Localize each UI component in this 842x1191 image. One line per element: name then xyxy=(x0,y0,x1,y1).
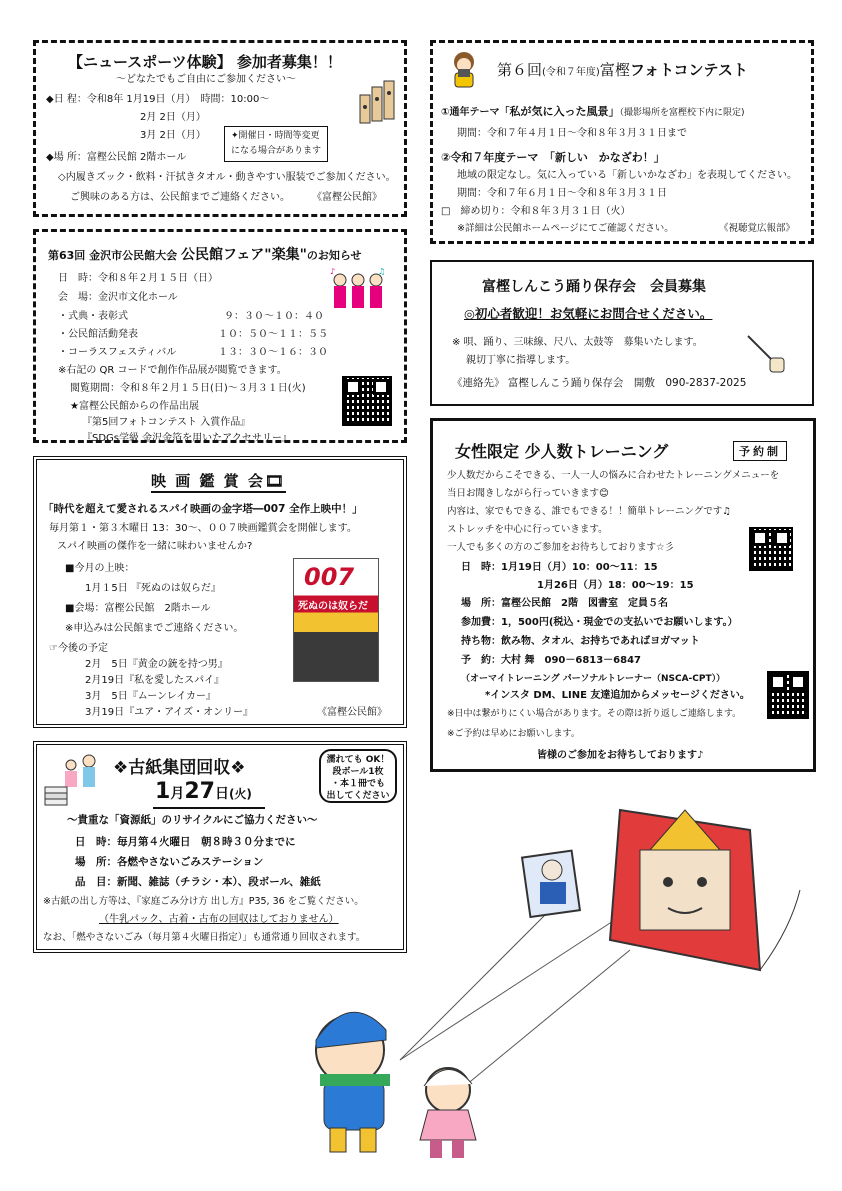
paper-time: 日 時：毎月第４火曜日 朝８時３０分までに xyxy=(75,836,296,848)
photo-deadline: □ 締め切り：令和８年３月３１日（火） xyxy=(441,206,631,217)
movie-schedule-item: 2月19日『私を愛したスパイ』 xyxy=(85,675,225,686)
training-closing: 皆様のご参加をお待ちしております♪ xyxy=(537,750,704,761)
movie-schedule-item: 2月 5日『黄金の銃を持つ男』 xyxy=(85,659,228,670)
training-line: ストレッチを中心に行っていきます。 xyxy=(447,524,608,535)
movie-future-label: ☞今後の予定 xyxy=(49,643,108,654)
svg-text:♫: ♫ xyxy=(378,268,386,276)
fair-title-suffix: のお知らせ xyxy=(306,249,362,262)
film-icon: 🎞 xyxy=(264,472,286,490)
paper-note-2: （牛乳パック、古着・古布の回収はしておりません） xyxy=(99,914,339,925)
photo-detail: ※詳細は公民館ホームページにてご確認ください。 xyxy=(457,223,674,234)
fair-row-label: ・コーラスフェスティバル xyxy=(58,347,177,358)
change-note-line-2: になる場合があります xyxy=(231,146,322,156)
theme-1-prefix: ①通年テーマ「 xyxy=(441,107,510,118)
fair-qr-code[interactable] xyxy=(342,376,392,426)
odori-line-1: ※ 唄、踊り、三味線、尺八、太鼓等 募集いたします。 xyxy=(452,337,703,348)
odori-title: 富樫しんこう踊り保存会 会員募集 xyxy=(482,279,706,295)
fair-row-label: ・公民館活動発表 xyxy=(58,329,138,340)
training-date-2: 1月26日（月）18：00～19：15 xyxy=(537,580,694,591)
photo-title-year: (令和７年度) xyxy=(542,67,600,78)
fair-title-name: 公民館フェア xyxy=(180,247,265,263)
training-line: 内容は、家でもできる、誰でもできる！！簡単トレーニングです♫ xyxy=(447,506,731,517)
movie-title-text: 映 画 鑑 賞 会 xyxy=(151,472,265,490)
news-sports-date-3: 3月 2日（月） xyxy=(140,130,206,141)
paper-date xyxy=(155,779,252,804)
movie-headline: 「時代を超えて愛されるスパイ映画の金字塔―007 全作上映中！」 xyxy=(43,503,363,515)
paper-note-3: なお、「燃やさないごみ（毎月第４火曜日指定）」も通常通り回収されます。 xyxy=(43,932,366,943)
svg-text:♪: ♪ xyxy=(330,268,336,276)
photo-org: 《視聴覚広報部》 xyxy=(719,223,796,234)
bubble-line: 出してください xyxy=(326,791,390,801)
photo-theme-1 xyxy=(441,105,744,120)
fair-panel xyxy=(33,229,407,443)
training-note-2: ※ご予約は早めにお願いします。 xyxy=(447,729,580,739)
photo-title-main: フォトコンテスト xyxy=(629,61,748,79)
training-qr-code[interactable] xyxy=(749,527,793,571)
training-line: 一人でも多くの方のご参加をお待ちしております☆彡 xyxy=(447,542,675,553)
odori-contact: 《連絡先》 富樫しんこう踊り保存会 開敷 090-2837-2025 xyxy=(452,377,747,389)
training-trainer: （オーマイトレーニング パーソナルトレーナー（NSCA-CPT）） xyxy=(461,674,726,684)
news-sports-panel xyxy=(33,40,407,217)
movie-month-label: ■今月の上映： xyxy=(65,563,135,574)
training-title: 女性限定 少人数トレーニング xyxy=(455,442,669,461)
kite-flying-illustration xyxy=(290,790,810,1170)
bubble-line: 濡れても OK！ xyxy=(326,755,390,765)
poster-subtitle: 死ぬのは奴らだ xyxy=(298,601,368,612)
movie-org: 《富樫公民館》 xyxy=(317,707,387,718)
news-sports-contact: ご興味のある方は、公民館までご連絡ください。 xyxy=(70,192,290,203)
shamisen-icon xyxy=(744,332,788,376)
odori-subtitle: ◎初心者歓迎！お気軽にお問合せください。 xyxy=(464,306,713,321)
movie-panel xyxy=(33,456,407,728)
fair-work-2: 『SDGs学級 金沢金箔を用いたアクセサリー』 xyxy=(82,433,292,444)
movie-schedule-item: 3月19日『ユア・アイズ・オンリー』 xyxy=(85,707,254,718)
movie-line-1: 毎月第１・第３木曜日 13：30～、００７映画鑑賞会を開催します。 xyxy=(49,523,357,534)
boy-figure xyxy=(316,1012,390,1152)
photo-theme-2: ②令和７年度テーマ 「新しい かなざわ！」 xyxy=(441,151,665,164)
paper-items: 品 目：新聞、雑誌（チラシ・本）、段ボール、雑紙 xyxy=(75,876,321,888)
paper-bundle-illustration xyxy=(43,751,107,807)
fair-row-time: ９：３０～１０：４０ xyxy=(224,311,324,322)
paper-place: 場 所：各燃やさないごみステーション xyxy=(75,856,264,868)
movie-month-film: 1月１5日 『死ぬのは奴らだ』 xyxy=(85,583,221,594)
fair-title-prefix: 第63回 金沢市公民館大会 xyxy=(48,249,178,262)
large-kite xyxy=(610,810,800,970)
fair-view-period: 閲覧期間：令和８年２月１５日(日)～３月３１日(火) xyxy=(70,383,306,394)
news-sports-subtitle: ～どなたでもご自由にご参加ください～ xyxy=(116,74,296,85)
training-reserve: 予 約：大村 舞 090－6813－6847 xyxy=(461,655,642,666)
training-badge: 予約制 xyxy=(733,441,787,461)
paper-subtitle: ～貴重な「資源紙」のリサイクルにご協力ください～ xyxy=(67,814,318,826)
training-insta: *インスタ DM、LINE 友達追加からメッセージください。 xyxy=(485,690,750,701)
fair-row-time: １０：５０～１１：５５ xyxy=(218,329,328,340)
photo-contest-title xyxy=(497,59,748,80)
training-bring: 持ち物：飲み物、タオル、お持ちであればヨガマット xyxy=(461,636,700,647)
bubble-line: 段ボール1枚 xyxy=(332,767,384,777)
photo-period-2: 期間：令和７年６月１日～令和８年３月３１日 xyxy=(457,188,667,199)
paper-date-day: 27 xyxy=(184,779,215,804)
training-fee: 参加費：1，500円(税込・現金での支払いでお願いします。） xyxy=(461,617,738,628)
movie-venue: ■会場：富樫公民館 2階ホール xyxy=(65,603,211,614)
movie-poster xyxy=(293,558,379,682)
girl-figure xyxy=(420,1068,476,1158)
poster-title: 007 xyxy=(304,563,355,591)
change-note-line-1: ✦開催日・時間等変更 xyxy=(231,131,320,141)
theme-1-note: （撮影場所を富樫校下内に限定) xyxy=(619,108,745,118)
mallet-illustration xyxy=(356,77,402,129)
odori-line-2: 親切丁寧に指導します。 xyxy=(466,355,576,366)
training-note-1: ※日中は繋がりにくい場合があります。その際は折り返しご連絡します。 xyxy=(447,709,742,719)
training-place: 場 所：富樫公民館 2階 図書室 定員５名 xyxy=(461,598,668,609)
odori-panel xyxy=(430,260,814,406)
paper-underline xyxy=(153,807,265,809)
movie-line-2: スパイ映画の傑作を一緒に味わいませんか? xyxy=(57,541,253,552)
news-sports-date-2: 2月 2日（月） xyxy=(140,112,206,123)
fair-venue: 会 場：金沢市文化ホール xyxy=(58,292,178,303)
small-kite xyxy=(522,851,580,917)
paper-date-weekday: (火) xyxy=(228,787,252,801)
paper-date-day-unit: 日 xyxy=(214,786,229,802)
camera-person-icon xyxy=(447,49,481,89)
photo-title-place: 富樫 xyxy=(599,61,630,79)
fair-work-1: 『第5回フォトコンテスト 入賞作品』 xyxy=(82,417,251,428)
movie-apply: ※申込みは公民館までご連絡ください。 xyxy=(65,623,244,634)
fair-title-theme: "楽集" xyxy=(264,247,307,263)
paper-date-month-unit: 月 xyxy=(170,786,185,802)
paper-date-month: 1 xyxy=(155,779,171,804)
fair-exhibit: ★富樫公民館からの作品出展 xyxy=(70,401,199,412)
news-sports-date: ◆日 程：令和8年 1月19日（月） 時間：10:00～ xyxy=(46,94,270,105)
training-date-1: 日 時：1月19日（月）10：00～11：15 xyxy=(461,562,658,573)
fair-title xyxy=(48,244,362,264)
fair-qr-note: ※右記の QR コードで創作作品展が閲覧できます。 xyxy=(58,365,287,376)
news-sports-title: 【ニュースポーツ体験】 参加者募集！！ xyxy=(68,53,342,71)
photo-contest-panel xyxy=(430,40,814,244)
paper-title: ❖古紙集団回収❖ xyxy=(113,758,246,778)
paper-note-1: ※古紙の出し方等は、『家庭ごみ分け方 出し方』P35, 36 をご覧ください。 xyxy=(43,896,364,907)
bubble-line: ・本１冊でも xyxy=(330,779,385,789)
news-sports-change-note xyxy=(224,126,328,162)
photo-period-1: 期間：令和７年４月１日～令和８年３月３１日まで xyxy=(457,128,687,139)
movie-schedule-item: 3月 5日『ムーンレイカー』 xyxy=(85,691,216,702)
training-line: 少人数だからこそできる、一人一人の悩みに合わせたトレーニングメニューを xyxy=(447,470,780,481)
theme-1-name: 私が気に入った風景」 xyxy=(509,105,620,118)
photo-theme-2-desc: 地域の限定なし。気に入っている「新しいかなざわ」を表現してください。 xyxy=(457,170,797,181)
news-sports-place: ◆場 所：富樫公民館 2階ホール xyxy=(46,152,187,163)
fair-row-label: ・式典・表彰式 xyxy=(58,311,128,322)
movie-title xyxy=(151,470,286,493)
fair-datetime: 日 時：令和８年２月１５日（日） xyxy=(58,273,218,284)
news-sports-items: ◇内履きズック・飲料・汗拭きタオル・動きやすい服装でご参加ください。 xyxy=(58,172,396,183)
news-sports-org: 《富樫公民館》 xyxy=(312,192,382,203)
training-panel xyxy=(430,418,816,772)
photo-title-number: 第６回 xyxy=(497,61,543,79)
fair-row-time: １３：３０～１６：３０ xyxy=(218,347,328,358)
training-line: 当日お聞きしながら行っていきます😊 xyxy=(447,488,609,499)
chorus-illustration xyxy=(330,268,386,314)
training-qr-code-2[interactable] xyxy=(767,671,809,719)
